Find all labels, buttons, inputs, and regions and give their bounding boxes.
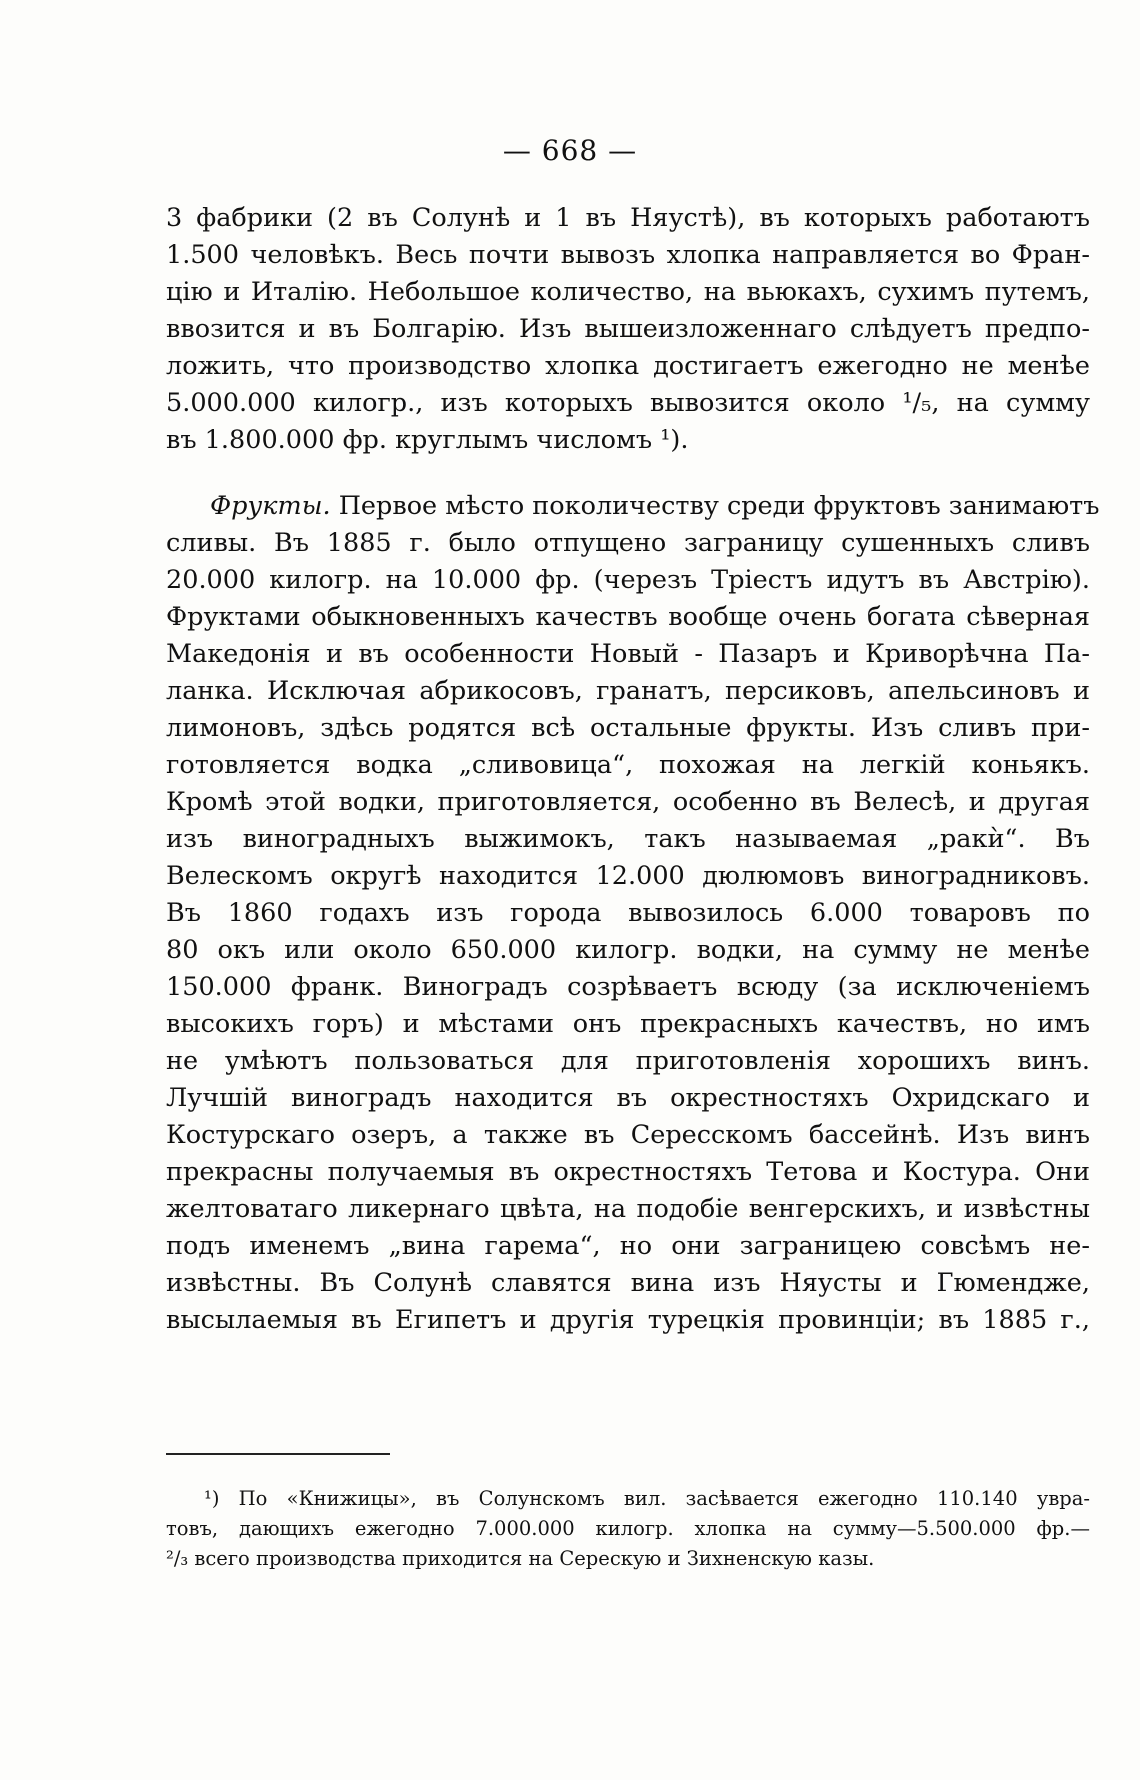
text-line: 3 фабрики (2 въ Солунѣ и 1 въ Няустѣ), въ которыхъ работаютъ — [166, 203, 1090, 233]
text-line: изъ виноградныхъ выжимокъ, такъ называемая „ракѝ“. Въ — [166, 824, 1090, 854]
text-line: 5.000.000 килогр., изъ которыхъ вывозится около ¹/₅, на сумму — [166, 388, 1090, 418]
text-line: Фруктами обыкновенныхъ качествъ вообще очень богата сѣверная — [166, 602, 1090, 632]
text-line: ввозится и въ Болгарію. Изъ вышеизложеннаго слѣдуетъ предпо- — [166, 314, 1090, 344]
text-line: извѣстны. Въ Солунѣ славятся вина изъ Няусты и Гюмендже, — [166, 1268, 1090, 1298]
text-line: Македонія и въ особенности Новый - Пазаръ и Криворѣчна Па- — [166, 639, 1090, 669]
paragraph-cotton — [166, 200, 1090, 459]
footnote-line: ²/₃ всего производства приходится на Серескую и Зихненскую казы. — [166, 1547, 875, 1570]
text-line: 1.500 человѣкъ. Весь почти вывозъ хлопка направляется во Фран- — [166, 240, 1090, 270]
text-line: подъ именемъ „вина гарема“, но они заграницею совсѣмъ не- — [166, 1231, 1090, 1261]
text-line: высокихъ горъ) и мѣстами онъ прекрасныхъ качествъ, но имъ — [166, 1009, 1090, 1039]
text-line: желтоватаго ликернаго цвѣта, на подобіе венгерскихъ, и извѣстны — [166, 1194, 1090, 1224]
text-line: въ 1.800.000 фр. круглымъ числомъ ¹). — [166, 425, 689, 455]
text-line: ланка. Исключая абрикосовъ, гранатъ, персиковъ, апельсиновъ и — [166, 676, 1090, 706]
text-line: высылаемыя въ Египетъ и другія турецкія провинціи; въ 1885 г., — [166, 1305, 1090, 1335]
text-line-first — [166, 488, 1100, 525]
text-line: прекрасны получаемыя въ окрестностяхъ Тетова и Костура. Они — [166, 1157, 1090, 1187]
footnote-line: ¹) По «Книжицы», въ Солунскомъ вил. засѣвается ежегодно 110.140 увра- — [204, 1487, 1090, 1510]
text-line: лимоновъ, здѣсь родятся всѣ остальные фрукты. Изъ сливъ при- — [166, 713, 1090, 743]
text-line: цію и Италію. Небольшое количество, на вьюкахъ, сухимъ путемъ, — [166, 277, 1090, 307]
paragraph-fruits — [166, 488, 1100, 1339]
footnote-divider — [166, 1453, 390, 1455]
text-line: Въ 1860 годахъ изъ города вывозилось 6.000 товаровъ по — [166, 898, 1090, 928]
text-line: Кромѣ этой водки, приготовляется, особенно въ Велесѣ, и другая — [166, 787, 1090, 817]
text-line: 80 окъ или около 650.000 килогр. водки, на сумму не менѣе — [166, 935, 1090, 965]
section-lead: Фрукты. — [210, 491, 331, 521]
text-line: сливы. Въ 1885 г. было отпущено заграницу сушенныхъ сливъ — [166, 528, 1090, 558]
text-line: Велескомъ округѣ находится 12.000 дюлюмовъ виноградниковъ. — [166, 861, 1090, 891]
text-line: ложить, что производство хлопка достигаетъ ежегодно не менѣе — [166, 351, 1090, 381]
text-line-rest: Первое мѣсто поколичеству среди фруктовъ занимаютъ — [338, 491, 1100, 521]
footnote-line: товъ, дающихъ ежегодно 7.000.000 килогр. хлопка на сумму—5.500.000 фр.— — [166, 1517, 1090, 1540]
footnote — [166, 1484, 1090, 1574]
text-line: Лучшій виноградъ находится въ окрестностяхъ Охридскаго и — [166, 1083, 1090, 1113]
text-line: 150.000 франк. Виноградъ созрѣваетъ всюду (за исключеніемъ — [166, 972, 1090, 1002]
page-number: — 668 — — [502, 134, 638, 167]
text-line: готовляется водка „сливовица“, похожая на легкій коньякъ. — [166, 750, 1090, 780]
text-line: Костурскаго озеръ, а также въ Сересскомъ бассейнѣ. Изъ винъ — [166, 1120, 1090, 1150]
text-line: 20.000 килогр. на 10.000 фр. (черезъ Тріестъ идутъ въ Австрію). — [166, 565, 1090, 595]
text-line: не умѣютъ пользоваться для приготовленія хорошихъ винъ. — [166, 1046, 1090, 1076]
